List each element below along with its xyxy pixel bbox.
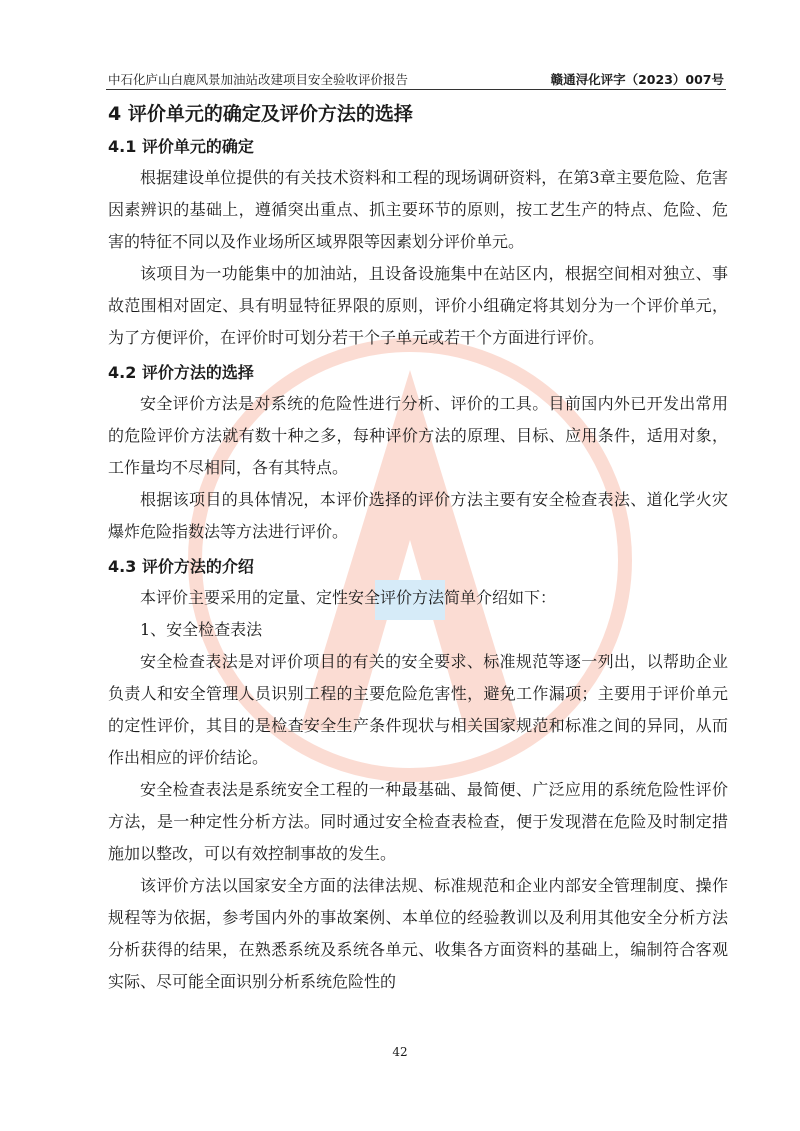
section-title: 4.2 评价方法的选择 [108, 363, 254, 382]
paragraph: 安全评价方法是对系统的危险性进行分析、评价的工具。目前国内外已开发出常用的危险评价方法就有数十种之多，每种评价方法的原理、目标、应用条件，适用对象，工作量均不尽相同，各有其特点。 [108, 394, 728, 477]
page-content [108, 100, 728, 998]
paragraph: 根据建设单位提供的有关技术资料和工程的现场调研资料，在第3章主要危险、危害因素辨识的基础上，遵循突出重点、抓主要环节的原则，按工艺生产的特点、危险、危害的特征不同以及作业场所区域界限等因素划分评价单元。 [108, 168, 728, 251]
paragraph: 安全检查表法是系统安全工程的一种最基础、最简便、广泛应用的系统危险性评价方法，是一种定性分析方法。同时通过安全检查表检查，便于发现潜在危险及时制定措施加以整改，可以有效控制事故的发生。 [108, 780, 728, 863]
header-report-number: 赣通浔化评字（2023）007号 [550, 72, 724, 87]
list-heading: 1、安全检查表法 [140, 620, 263, 639]
section-title: 4.3 评价方法的介绍 [108, 557, 254, 576]
chapter-title: 4 评价单元的确定及评价方法的选择 [108, 103, 413, 125]
paragraph: 该评价方法以国家安全方面的法律法规、标准规范和企业内部安全管理制度、操作规程等为依据，参考国内外的事故案例、本单位的经验教训以及利用其他安全分析方法分析获得的结果，在熟悉系统及系统各单元、收集各方面资料的基础上，编制符合客观实际、尽可能全面识别分析系统危险性的 [108, 876, 728, 991]
paragraph: 本评价主要采用的定量、定性安全评价方法简单介绍如下： [140, 588, 557, 607]
header-report-title: 中石化庐山白鹿风景加油站改建项目安全验收评价报告 [108, 72, 409, 87]
page-number: 42 [392, 1045, 408, 1059]
section-title: 4.1 评价单元的确定 [108, 137, 254, 156]
header-divider [106, 89, 726, 90]
paragraph: 根据该项目的具体情况，本评价选择的评价方法主要有安全检查表法、道化学火灾爆炸危险指数法等方法进行评价。 [108, 490, 728, 541]
paragraph: 安全检查表法是对评价项目的有关的安全要求、标准规范等逐一列出，以帮助企业负责人和安全管理人员识别工程的主要危险危害性，避免工作漏项；主要用于评价单元的定性评价，其目的是检查安全生产条件现状与相关国家规范和标准之间的异同，从而作出相应的评价结论。 [108, 652, 728, 767]
paragraph: 该项目为一功能集中的加油站，且设备设施集中在站区内，根据空间相对独立、事故范围相对固定、具有明显特征界限的原则，评价小组确定将其划分为一个评价单元，为了方便评价，在评价时可划分若干个子单元或若干个方面进行评价。 [108, 264, 728, 347]
